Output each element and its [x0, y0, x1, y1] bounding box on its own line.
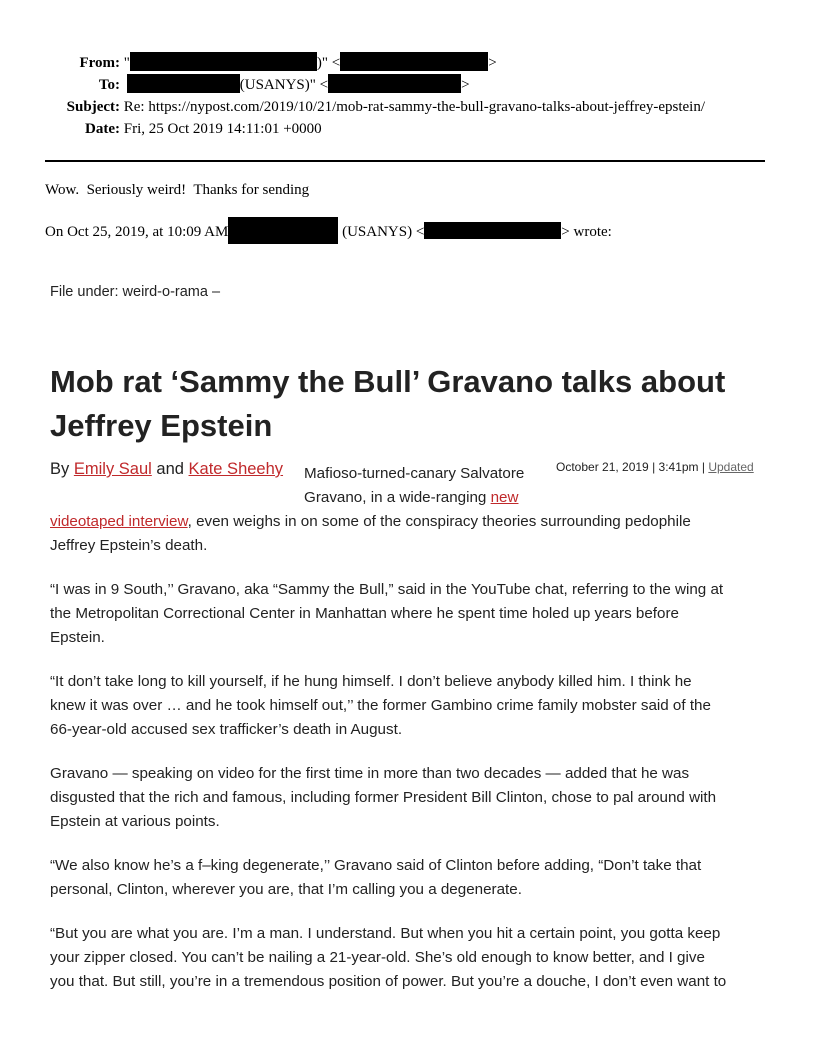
subject-label: Subject:	[66, 99, 120, 115]
by-label: By	[50, 460, 70, 478]
redaction-block	[340, 52, 488, 71]
lede-rest: , even weighs in on some of the conspiracy theories surrounding pedophile	[187, 513, 691, 530]
from-row	[0, 52, 497, 74]
quote-attribution	[45, 217, 612, 244]
reply-text: Wow. Seriously weird! Thanks for sending	[45, 182, 310, 198]
paragraph-2-line-3: 66-year-old accused sex trafficker’s death in August.	[50, 721, 403, 738]
quote-prefix: On Oct 25, 2019, at 10:09 AM	[45, 224, 229, 240]
headline-line-1: Mob rat ‘Sammy the Bull’ Gravano talks about	[50, 364, 726, 399]
header-divider	[45, 160, 765, 162]
and-label: and	[156, 460, 184, 478]
redaction-block	[424, 222, 561, 239]
paragraph-1-line-1: “I was in 9 South,’’ Gravano, aka “Sammy the Bull,” said in the YouTube chat, referring to the wing at	[50, 581, 724, 598]
subject-value: Re: https://nypost.com/2019/10/21/mob-rat-sammy-the-bull-gravano-talks-about-jeffrey-epstein/	[123, 99, 706, 115]
author-link-kate-sheehy[interactable]: Kate Sheehy	[188, 460, 284, 478]
from-mid: )" <	[316, 55, 341, 71]
article-timestamp	[556, 460, 754, 474]
paragraph-3-line-2: disgusted that the rich and famous, including former President Bill Clinton, chose to pal around with	[50, 789, 717, 806]
interview-link-part-1[interactable]: new	[490, 489, 519, 506]
date-row	[0, 118, 322, 140]
lede-line-1: Mafioso-turned-canary Salvatore	[304, 465, 525, 482]
redaction-block	[328, 74, 461, 93]
author-link-emily-saul[interactable]: Emily Saul	[73, 460, 152, 478]
paragraph-4-line-1: “We also know he’s a f–king degenerate,’’ Gravano said of Clinton before adding, “Don’t take that	[50, 857, 702, 874]
article-headline	[50, 360, 770, 448]
from-close: >	[488, 55, 497, 71]
lede-line-2-text: Gravano, in a wide-ranging	[304, 489, 487, 506]
paragraph-1-line-2: the Metropolitan Correctional Center in Manhattan where he spent time holed up years before	[50, 605, 679, 622]
date-label: Date:	[85, 121, 120, 137]
to-mid: (USANYS)" <	[239, 77, 329, 93]
quote-mid: (USANYS) <	[342, 224, 425, 240]
date-value: Fri, 25 Oct 2019 14:11:01 +0000	[123, 121, 322, 137]
timestamp-text: October 21, 2019 | 3:41pm |	[556, 460, 705, 474]
forward-note: File under: weird-o-rama –	[50, 284, 221, 300]
headline-line-2: Jeffrey Epstein	[50, 408, 273, 443]
redaction-block	[127, 74, 240, 93]
paragraph-2-line-2: knew it was over … and he took himself out,’’ the former Gambino crime family mobster said of the	[50, 697, 711, 714]
byline	[50, 460, 283, 479]
paragraph-1-line-3: Epstein.	[50, 629, 105, 646]
to-label: To:	[98, 77, 120, 93]
paragraph-3-line-3: Epstein at various points.	[50, 813, 220, 830]
paragraph-5-line-3: you that. But still, you’re in a tremendous position of power. But you’re a douche, I don’t even want to	[50, 973, 727, 990]
interview-link-part-2[interactable]: videotaped interview	[50, 513, 188, 530]
paragraph-5-line-1: “But you are what you are. I’m a man. I understand. But when you hit a certain point, you gotta keep	[50, 925, 721, 942]
paragraph-5-line-2: your zipper closed. You can’t be nailing a 21-year-old. She’s old enough to know better, and I give	[50, 949, 705, 966]
redaction-block	[228, 217, 338, 244]
lede-line-2	[304, 486, 518, 510]
from-quote: "	[123, 55, 130, 71]
to-close: >	[461, 77, 470, 93]
lede-line-4: Jeffrey Epstein’s death.	[50, 537, 208, 554]
quote-suffix: > wrote:	[561, 224, 612, 240]
lede-line-3	[50, 510, 691, 534]
paragraph-2-line-1: “It don’t take long to kill yourself, if he hung himself. I don’t believe anybody killed him. I think he	[50, 673, 692, 690]
updated-link[interactable]: Updated	[708, 460, 754, 474]
paragraph-3-line-1: Gravano — speaking on video for the first time in more than two decades — added that he was	[50, 765, 690, 782]
redaction-block	[130, 52, 317, 71]
subject-row	[0, 96, 705, 118]
paragraph-4-line-2: personal, Clinton, wherever you are, that I’m calling you a degenerate.	[50, 881, 522, 898]
from-label: From:	[79, 55, 120, 71]
to-row	[0, 74, 470, 96]
